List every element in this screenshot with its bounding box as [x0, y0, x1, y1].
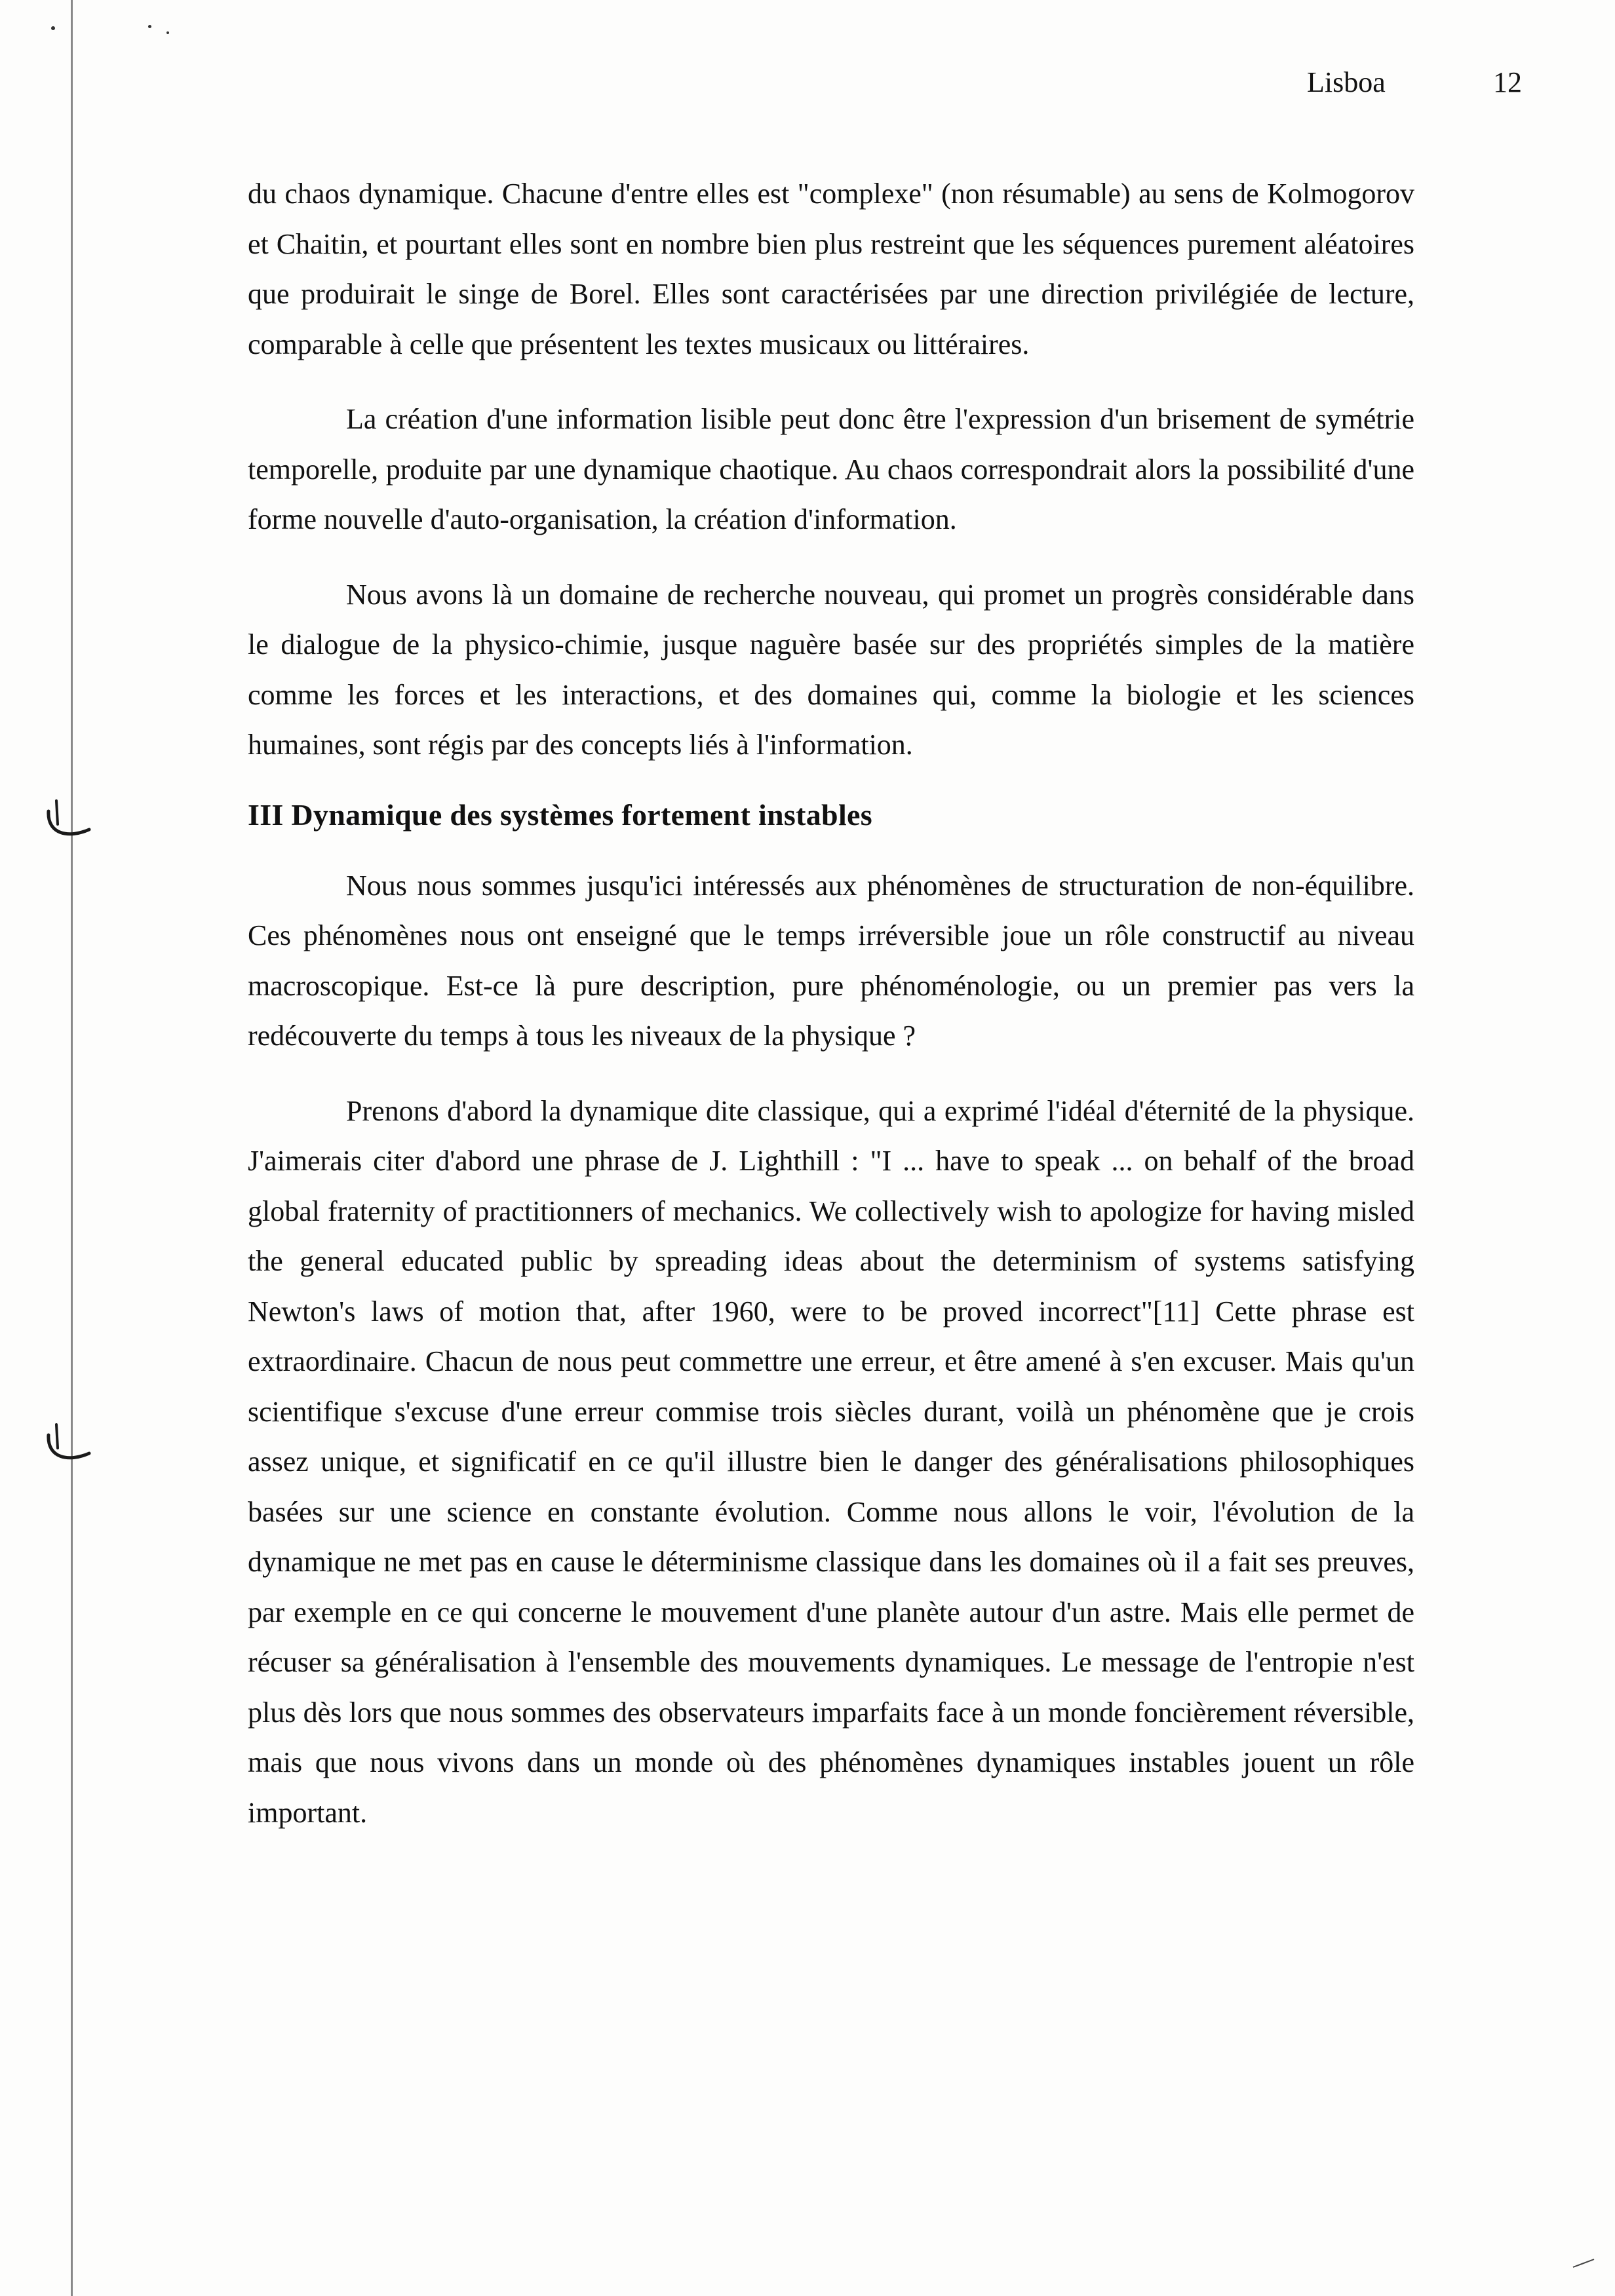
- page-number: 12: [1493, 66, 1522, 98]
- scan-speck: [51, 26, 55, 30]
- paragraph-research-domain: Nous avons là un domaine de recherche nouveau, qui promet un progrès considérable dans le dialogue de la physico-chimie, jusque naguère basée sur des propriétés simples de la matière comme les forces et les interactions, et des domaines qui, comme la biologie et les sciences humaines, sont régis par des concepts liés à l'information.: [248, 578, 1414, 761]
- scan-speck: [148, 25, 151, 28]
- scan-speck: [166, 31, 169, 34]
- corner-scan-mark: [1570, 2257, 1597, 2270]
- paragraph-non-equilibrium: Nous nous sommes jusqu'ici intéressés aux phénomènes de structuration de non-équilibre. Ces phénomènes nous ont enseigné que le temps irréversible joue un rôle constructif au niveau macroscopique. Est-ce là pure description, pure phénoménologie, ou un premier pas vers la redécouverte du temps à tous les niveaux de la physique ?: [248, 869, 1414, 1052]
- margin-hook-mark: [42, 1422, 94, 1468]
- body-text: [248, 169, 1414, 1838]
- binding-edge-line: [71, 0, 73, 2296]
- section-heading: III Dynamique des systèmes fortement instables: [248, 797, 872, 832]
- running-title: Lisboa: [1307, 66, 1386, 98]
- margin-hook-mark: [42, 798, 94, 844]
- paragraph-classical-dynamics: Prenons d'abord la dynamique dite classique, qui a exprimé l'idéal d'éternité de la physique. J'aimerais citer d'abord une phrase de J. Lighthill : "I ... have to speak ... on behalf of the broad global fraternity of practitionners of mechanics. We collectively wish to apologize for having misled the general educated public by spreading ideas about the determinism of systems satisfying Newton's laws of motion that, after 1960, were to be proved incorrect"[11] Cette phrase est extraordinaire. Chacun de nous peut commettre une erreur, et être amené à s'en excuser. Mais qu'un scientifique s'excuse d'une erreur commise trois siècles durant, voilà un phénomène que je crois assez unique, et significatif en ce qu'il illustre bien le danger des généralisations philosophiques basées sur une science en constante évolution. Comme nous allons le voir, l'évolution de la dynamique ne met pas en cause le déterminisme classique dans les domaines où il a fait ses preuves, par exemple en ce qui concerne le mouvement d'une planète autour d'un astre. Mais elle permet de récuser sa généralisation à l'ensemble des mouvements dynamiques. Le message de l'entropie n'est plus dès lors que nous sommes des observateurs imparfaits face à un monde foncièrement réversible, mais que nous vivons dans un monde où des phénomènes dynamiques instables jouent un rôle important.: [248, 1094, 1414, 1829]
- running-header: [0, 66, 1615, 105]
- paragraph-information-creation: La création d'une information lisible peut donc être l'expression d'un brisement de symétrie temporelle, produite par une dynamique chaotique. Au chaos correspondrait alors la possibilité d'une forme nouvelle d'auto-organisation, la création d'information.: [248, 403, 1414, 535]
- paragraph-continuation: du chaos dynamique. Chacune d'entre elles est "complexe" (non résumable) au sens de Kolmogorov et Chaitin, et pourtant elles sont en nombre bien plus restreint que les séquences purement aléatoires que produirait le singe de Borel. Elles sont caractérisées par une direction privilégiée de lecture, comparable à celle que présentent les textes musicaux ou littéraires.: [248, 178, 1414, 360]
